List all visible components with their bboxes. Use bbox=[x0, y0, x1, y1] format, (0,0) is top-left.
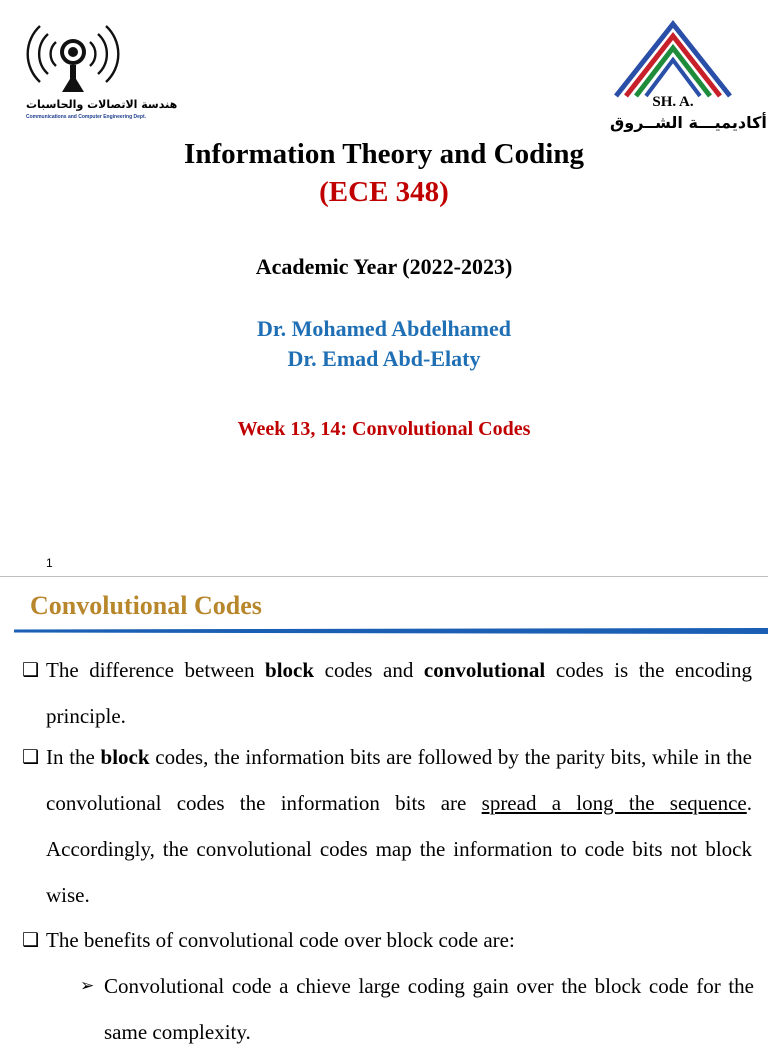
signal-tower-icon bbox=[18, 12, 128, 98]
bullet-text: In the bbox=[46, 745, 101, 769]
sub-bullet-text: Convolutional code a chieve large coding gain over the block code for the same complexity. bbox=[104, 974, 754, 1044]
course-title: Information Theory and Coding bbox=[184, 138, 584, 170]
bullet-item bbox=[22, 647, 752, 739]
bullet-emphasis: block bbox=[100, 745, 150, 769]
arrow-right-icon: ➢ bbox=[80, 976, 95, 996]
course-code: (ECE 348) bbox=[319, 176, 449, 208]
content-slide bbox=[0, 577, 768, 1044]
title-divider bbox=[14, 628, 768, 634]
bullet-text: codes and bbox=[314, 658, 424, 682]
bullet-emphasis: block bbox=[265, 658, 315, 682]
bullet-emphasis: convolutional bbox=[423, 658, 546, 682]
bullet-item bbox=[22, 734, 753, 918]
checkbox-icon: ❑ bbox=[22, 659, 40, 681]
bullet-text: The benefits of convolutional code over block code are: bbox=[46, 928, 515, 952]
author-2: Dr. Emad Abd-Elaty bbox=[287, 346, 481, 371]
academic-year: Academic Year (2022-2023) bbox=[255, 254, 513, 279]
checkbox-icon: ❑ bbox=[22, 746, 40, 768]
page-number: 1 bbox=[46, 556, 53, 570]
author-1: Dr. Mohamed Abdelhamed bbox=[256, 316, 512, 341]
bullet-text: codes, the information bits are followed by the parity bits, while in the convolutional codes the information bits are bbox=[46, 745, 752, 815]
academy-logo bbox=[610, 18, 767, 140]
academy-arabic-name: أكاديميـــة الشــروق bbox=[610, 113, 767, 132]
roof-chevron-icon bbox=[610, 18, 736, 98]
sub-bullet-item bbox=[80, 963, 754, 1055]
bullet-underlined: spread a long the sequence bbox=[481, 791, 747, 815]
week-topic: Week 13, 14: Convolutional Codes bbox=[237, 418, 531, 440]
bullet-text: codes is the encoding principle. bbox=[46, 658, 752, 728]
bullet-item bbox=[22, 917, 752, 963]
academy-initials: SH. A. bbox=[652, 94, 694, 110]
department-logo bbox=[18, 12, 178, 122]
bullet-text: The difference between bbox=[46, 658, 266, 682]
department-english-name: Communications and Computer Engineering Dept. bbox=[26, 114, 147, 120]
checkbox-icon: ❑ bbox=[22, 929, 40, 951]
bullet-text: . Accordingly, the convolutional codes map the information to code bits not block wise. bbox=[46, 791, 753, 907]
slide-title: Convolutional Codes bbox=[30, 591, 262, 620]
department-arabic-name: هندسة الاتصالات والحاسبات bbox=[26, 98, 178, 111]
